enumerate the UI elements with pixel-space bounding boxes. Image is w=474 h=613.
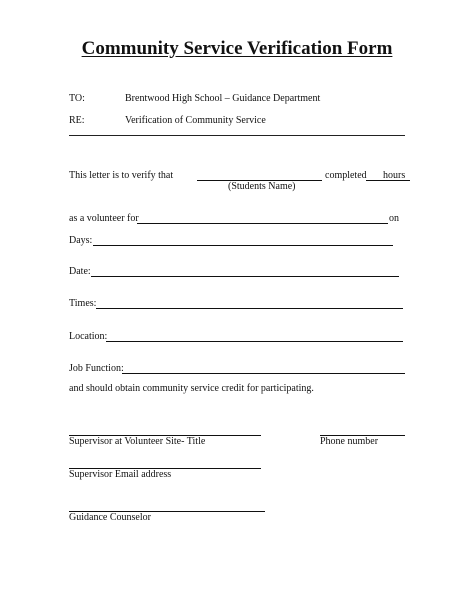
to-label: TO:	[69, 93, 85, 104]
form-title: Community Service Verification Form	[81, 38, 393, 59]
times-label: Times:	[69, 298, 97, 309]
location-label: Location:	[69, 331, 108, 342]
re-value: Verification of Community Service	[125, 115, 266, 126]
days-field[interactable]	[93, 245, 393, 246]
verify-completed: completed	[325, 170, 367, 181]
verify-hours: hours	[383, 170, 406, 181]
organization-field[interactable]	[137, 223, 388, 224]
date-field[interactable]	[91, 276, 399, 277]
days-label: Days:	[69, 235, 93, 246]
date-label: Date:	[69, 266, 91, 277]
location-field[interactable]	[106, 341, 403, 342]
guidance-counselor-label: Guidance Counselor	[69, 512, 151, 523]
to-value: Brentwood High School – Guidance Department	[125, 93, 321, 104]
job-function-label: Job Function:	[69, 363, 124, 374]
volunteer-suffix: on	[389, 213, 399, 224]
credit-text: and should obtain community service credit for participating.	[69, 383, 314, 394]
student-name-caption: (Students Name)	[228, 181, 296, 192]
times-field[interactable]	[96, 308, 403, 309]
header-divider	[69, 135, 405, 136]
supervisor-email-label: Supervisor Email address	[69, 469, 172, 480]
supervisor-label: Supervisor at Volunteer Site- Title	[69, 436, 206, 447]
phone-label: Phone number	[320, 436, 379, 447]
volunteer-prefix: as a volunteer for	[69, 213, 139, 224]
re-label: RE:	[69, 115, 85, 126]
job-function-field[interactable]	[122, 373, 405, 374]
verify-prefix: This letter is to verify that	[69, 170, 174, 181]
